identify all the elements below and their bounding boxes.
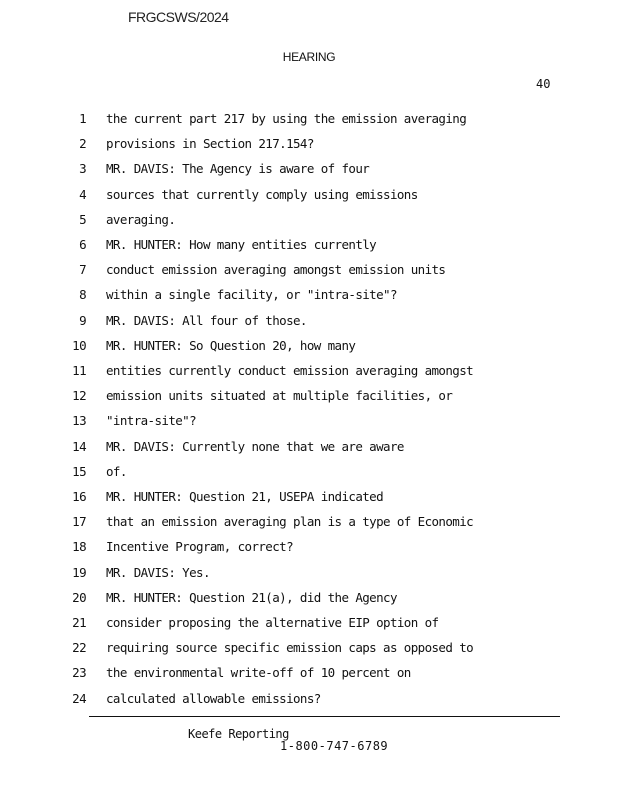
line-number: 18 bbox=[72, 539, 86, 555]
page-number: 40 bbox=[536, 77, 551, 91]
filing-stamp: FRGCSWS/2024 bbox=[128, 9, 229, 25]
line-number: 13 bbox=[72, 413, 86, 429]
reporter-phone: 1-800-747-6789 bbox=[280, 739, 389, 753]
line-number: 16 bbox=[72, 489, 86, 504]
line-number: 3 bbox=[79, 161, 86, 177]
line-text: emission units situated at multiple facilities, or bbox=[106, 388, 453, 404]
line-number: 10 bbox=[72, 337, 86, 353]
line-text: the current part 217 by using the emission averaging bbox=[106, 111, 467, 126]
line-number: 1 bbox=[79, 111, 86, 126]
line-number: 17 bbox=[72, 514, 86, 530]
page-title: HEARING bbox=[282, 50, 336, 64]
line-text: provisions in Section 217.154? bbox=[106, 136, 314, 152]
line-text: within a single facility, or "intra-site"? bbox=[106, 287, 397, 303]
line-text: MR. DAVIS: Yes. bbox=[106, 564, 210, 580]
line-number: 2 bbox=[79, 136, 86, 152]
line-number: 9 bbox=[79, 312, 86, 328]
line-number: 24 bbox=[72, 690, 86, 706]
line-number: 23 bbox=[72, 665, 86, 681]
line-text: averaging. bbox=[106, 211, 176, 227]
line-number: 12 bbox=[72, 388, 86, 404]
line-text: the environmental write-off of 10 percent on bbox=[106, 665, 411, 681]
line-text: sources that currently comply using emissions bbox=[106, 186, 418, 202]
line-text: conduct emission averaging amongst emission units bbox=[106, 262, 446, 278]
line-number: 15 bbox=[72, 463, 86, 479]
line-number: 21 bbox=[72, 615, 86, 630]
line-text: "intra-site"? bbox=[106, 413, 197, 429]
line-number: 22 bbox=[72, 640, 86, 656]
line-number: 5 bbox=[79, 211, 86, 227]
line-number: 6 bbox=[79, 237, 86, 252]
line-text: requiring source specific emission caps as opposed to bbox=[106, 640, 474, 656]
line-number: 20 bbox=[72, 589, 86, 605]
footer-divider bbox=[89, 716, 560, 717]
line-number: 8 bbox=[79, 287, 86, 303]
line-text: MR. HUNTER: How many entities currently bbox=[106, 237, 377, 252]
line-text: MR. DAVIS: The Agency is aware of four bbox=[106, 161, 370, 177]
line-text: MR. HUNTER: So Question 20, how many bbox=[106, 337, 356, 353]
line-text: calculated allowable emissions? bbox=[106, 690, 321, 706]
line-text: MR. DAVIS: Currently none that we are aware bbox=[106, 438, 404, 454]
line-text: of. bbox=[106, 463, 127, 479]
line-text: MR. HUNTER: Question 21, USEPA indicated bbox=[106, 489, 384, 504]
line-text: Incentive Program, correct? bbox=[106, 539, 293, 555]
reporter-name: Keefe Reporting bbox=[188, 727, 289, 741]
line-text: entities currently conduct emission averaging amongst bbox=[106, 363, 474, 378]
line-text: MR. DAVIS: All four of those. bbox=[106, 312, 307, 328]
line-number: 11 bbox=[72, 363, 86, 378]
line-number: 14 bbox=[72, 438, 86, 454]
line-text: consider proposing the alternative EIP option of bbox=[106, 615, 439, 630]
line-text: MR. HUNTER: Question 21(a), did the Agency bbox=[106, 589, 397, 605]
line-number: 4 bbox=[79, 186, 86, 202]
line-text: that an emission averaging plan is a type of Economic bbox=[106, 514, 474, 530]
line-number: 7 bbox=[79, 262, 86, 278]
line-number: 19 bbox=[72, 564, 86, 580]
